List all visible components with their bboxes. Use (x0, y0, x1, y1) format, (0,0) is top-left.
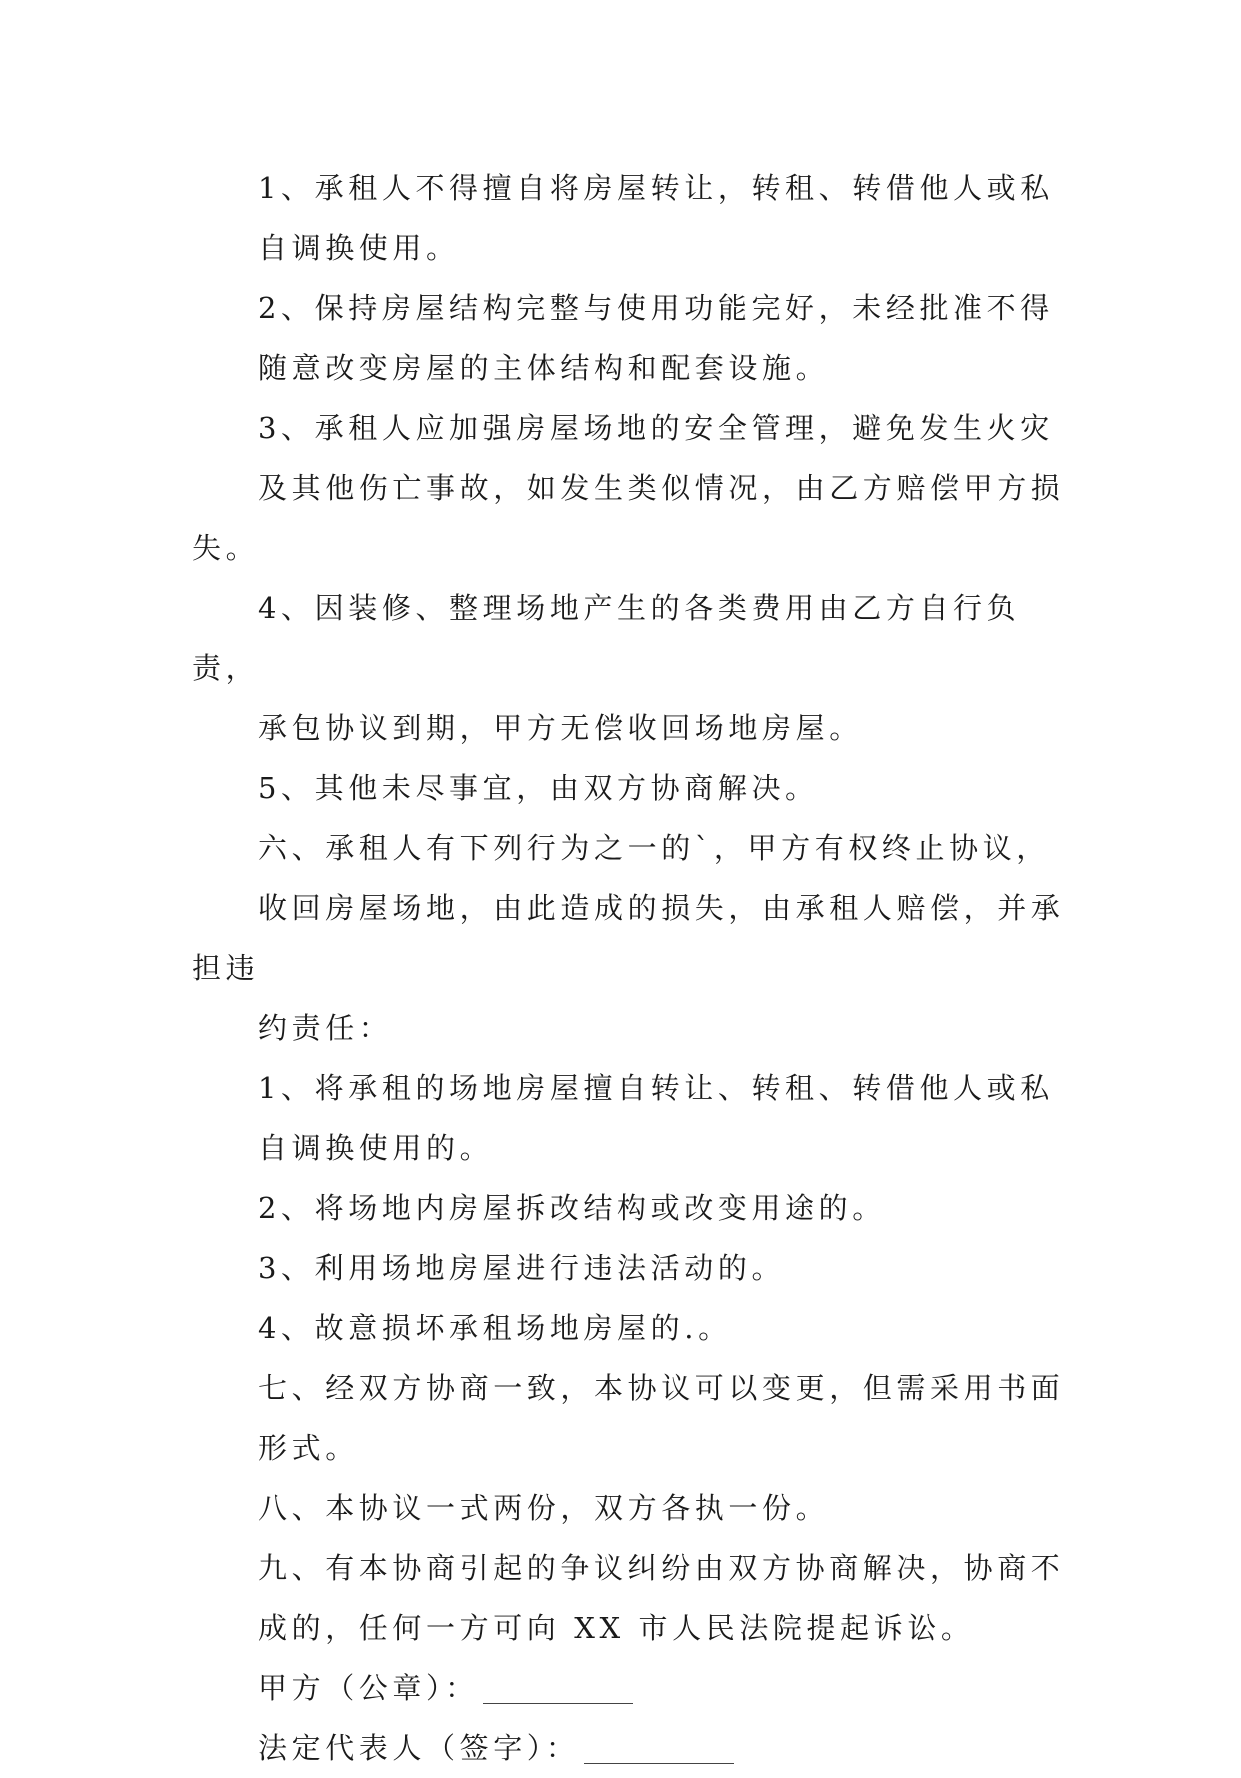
party-a-blank (483, 1673, 633, 1704)
text-line: 自调换使用。 (258, 231, 460, 265)
section-6-item-3 (192, 1238, 1072, 1298)
section-6-item-1 (192, 1058, 1072, 1178)
party-a-label: 甲方（公章）： (258, 1671, 479, 1705)
text-line: 形式。 (258, 1431, 359, 1465)
section-6-item-4 (192, 1298, 1072, 1358)
text-line: 2、保持房屋结构完整与使用功能完好，未经批准不得 (258, 291, 1054, 325)
text-line: 承包协议到期，甲方无偿收回场地房屋。 (258, 711, 863, 745)
clause-1 (192, 158, 1072, 278)
legal-rep-signature (192, 1718, 1072, 1778)
clause-5 (192, 758, 1072, 818)
text-line: 1、将承租的场地房屋擅自转让、转租、转借他人或私 (258, 1071, 1054, 1105)
text-line: 成的，任何一方可向 XX 市人民法院提起诉讼。 (258, 1611, 975, 1645)
section-7 (192, 1358, 1072, 1478)
text-line: 自调换使用的。 (258, 1131, 494, 1165)
text-line: 随意改变房屋的主体结构和配套设施。 (258, 351, 830, 385)
text-line: 六、承租人有下列行为之一的`，甲方有权终止协议， (258, 831, 1050, 865)
section-6 (192, 818, 1072, 1058)
text-line: 八、本协议一式两份，双方各执一份。 (258, 1491, 830, 1525)
legal-rep-label: 法定代表人（签字）： (258, 1731, 580, 1765)
text-line: 九、有本协商引起的争议纠纷由双方协商解决，协商不 (258, 1551, 1065, 1585)
clause-3 (192, 398, 1072, 578)
text-line: 3、利用场地房屋进行违法活动的。 (258, 1251, 786, 1285)
text-line: 及其他伤亡事故，如发生类似情况，由乙方赔偿甲方损失。 (192, 471, 1065, 565)
text-line: 1、承租人不得擅自将房屋转让，转租、转借他人或私 (258, 171, 1054, 205)
text-line: 七、经双方协商一致，本协议可以变更，但需采用书面 (258, 1371, 1065, 1405)
clause-2 (192, 278, 1072, 398)
party-a-signature (192, 1658, 1072, 1718)
document-body (192, 158, 1072, 1778)
section-6-item-2 (192, 1178, 1072, 1238)
legal-rep-blank (584, 1733, 734, 1764)
text-line: 4、因装修、整理场地产生的各类费用由乙方自行负责， (192, 591, 1021, 685)
text-line: 约责任： (258, 1011, 393, 1045)
text-line: 3、承租人应加强房屋场地的安全管理，避免发生火灾 (258, 411, 1054, 445)
text-line: 收回房屋场地，由此造成的损失，由承租人赔偿，并承担违 (192, 891, 1065, 985)
section-9 (192, 1538, 1072, 1658)
clause-4 (192, 578, 1072, 758)
text-line: 2、将场地内房屋拆改结构或改变用途的。 (258, 1191, 886, 1225)
text-line: 5、其他未尽事宜，由双方协商解决。 (258, 771, 819, 805)
text-line: 4、故意损坏承租场地房屋的.。 (258, 1311, 732, 1345)
section-8 (192, 1478, 1072, 1538)
